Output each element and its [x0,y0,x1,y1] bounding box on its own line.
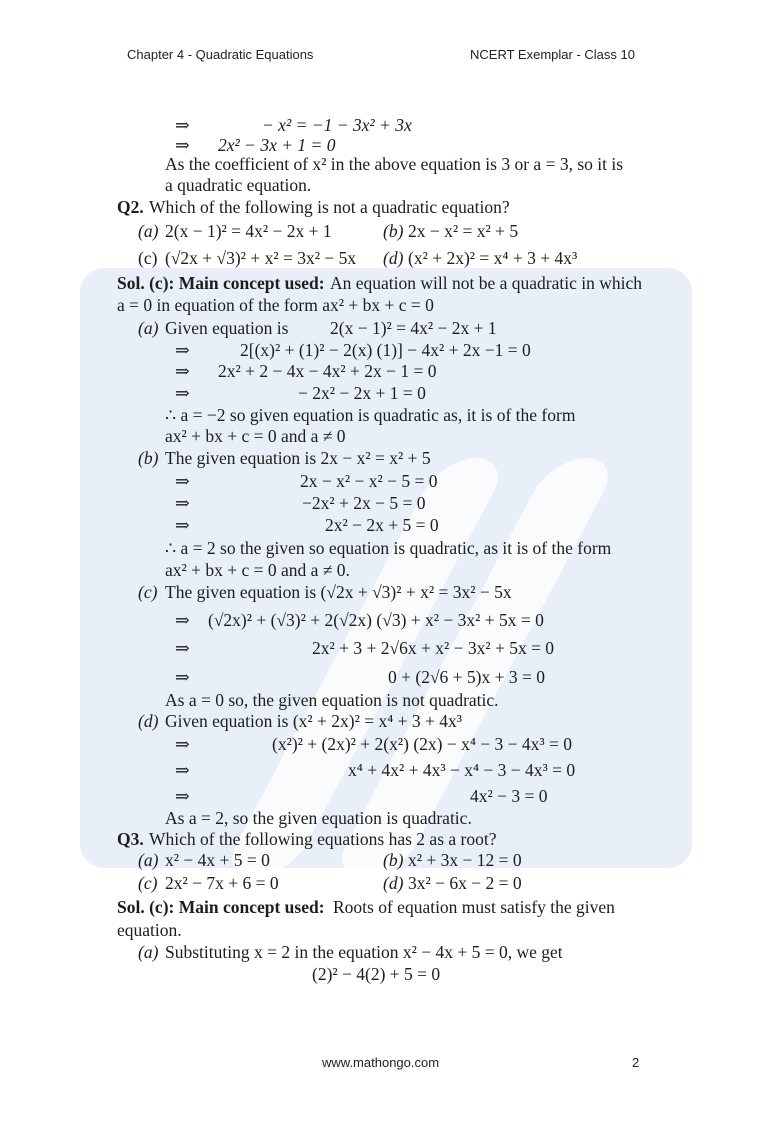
q2-d-steps-0: (x²)² + (2x)² + 2(x²) (2x) − x⁴ − 3 − 4x³ = 0 [272,734,573,754]
q2-a-given_label: Given equation is [165,318,289,338]
q3-options-2-key: (c) [138,873,158,893]
q2-question: Which of the following is not a quadratic equation? [149,197,510,217]
q2-d-given: Given equation is (x² + 2x)² = x⁴ + 3 + 4x³ [165,711,463,731]
q2-a-key: (a) [138,318,159,338]
q2-c-steps-0: (√2x)² + (√3)² + 2(√2x) (√3) + x² − 3x² + 5x = 0 [208,610,544,630]
implies-symbol: ⇒ [175,383,190,403]
implies-symbol: ⇒ [175,734,190,754]
implies-symbol: ⇒ [175,667,190,687]
q3-options-1-key: (b) [383,850,404,870]
q3-a-step: (2)² − 4(2) + 5 = 0 [312,964,441,984]
q3-sol_intro1: Roots of equation must satisfy the given [333,897,615,917]
q2-b-given: The given equation is 2x − x² = x² + 5 [165,448,431,468]
q3-question: Which of the following equations has 2 as a root? [149,829,497,849]
q2-a-steps-1: 2x² + 2 − 4x − 4x² + 2x − 1 = 0 [218,361,437,381]
q3-sol_label: Sol. (c): Main concept used: [117,897,325,917]
q2-c-steps-2: 0 + (2√6 + 5)x + 3 = 0 [388,667,545,687]
q2-a-steps-0: 2[(x)² + (1)² − 2(x) (1)] − 4x² + 2x −1 = 0 [240,340,531,360]
implies-symbol: ⇒ [175,340,190,360]
q2-b-concl1: ∴ a = 2 so the given so equation is quadratic, as it is of the form [165,538,612,558]
q3-options-3-key: (d) [383,873,404,893]
q2-b-concl2: ax² + bx + c = 0 and a ≠ 0. [165,560,350,580]
implies-symbol: ⇒ [175,471,190,491]
q2-sol_intro1: An equation will not be a quadratic in which [330,273,643,293]
q3-a-key: (a) [138,942,159,962]
page-number: 2 [632,1055,640,1070]
q2-label: Q2. [117,197,144,217]
q2-b-steps-2: 2x² − 2x + 5 = 0 [325,515,439,535]
q2-options-0-key: (a) [138,221,159,241]
book-title: NCERT Exemplar - Class 10 [470,47,635,62]
chapter-title: Chapter 4 - Quadratic Equations [127,47,314,62]
q2-c-concl1: As a = 0 so, the given equation is not quadratic. [165,690,499,710]
q2-d-steps-1: x⁴ + 4x² + 4x³ − x⁴ − 3 − 4x³ = 0 [348,760,576,780]
q3-options-2-text: 2x² − 7x + 6 = 0 [165,873,279,893]
footer-url: www.mathongo.com [322,1055,440,1070]
q1_cont-text1: As the coefficient of x² in the above equation is 3 or a = 3, so it is [165,154,624,174]
q2-a-concl2: ax² + bx + c = 0 and a ≠ 0 [165,426,346,446]
q2-c-steps-1: 2x² + 3 + 2√6x + x² − 3x² + 5x = 0 [312,638,555,658]
q2-options-2-key: (c) [138,248,158,268]
q2-a-given: 2(x − 1)² = 4x² − 2x + 1 [330,318,497,338]
q2-b-key: (b) [138,448,159,468]
q2-options-1-text: 2x − x² = x² + 5 [408,221,519,241]
q2-c-key: (c) [138,582,158,602]
q1_cont-text2: a quadratic equation. [165,175,312,195]
q2-options-3-key: (d) [383,248,404,268]
implies-symbol: ⇒ [175,515,190,535]
implies-symbol: ⇒ [175,760,190,780]
q2-a-concl1: ∴ a = −2 so given equation is quadratic as, it is of the form [165,405,576,425]
q2-d-concl1: As a = 2, so the given equation is quadratic. [165,808,472,828]
implies-symbol: ⇒ [175,493,190,513]
q1_cont-eq1: − x² = −1 − 3x² + 3x [262,115,412,135]
q3-label: Q3. [117,829,144,849]
q2-c-given: The given equation is (√2x + √3)² + x² = 3x² − 5x [165,582,512,602]
implies-symbol: ⇒ [175,115,190,135]
q3-a-text: Substituting x = 2 in the equation x² − 4x + 5 = 0, we get [165,942,563,962]
q2-options-2-text: (√2x + √3)² + x² = 3x² − 5x [165,248,357,268]
q2-options-3-text: (x² + 2x)² = x⁴ + 3 + 4x³ [408,248,578,268]
q2-sol_label: Sol. (c): Main concept used: [117,273,325,293]
q3-options-3-text: 3x² − 6x − 2 = 0 [408,873,522,893]
q2-a-steps-2: − 2x² − 2x + 1 = 0 [298,383,426,403]
implies-symbol: ⇒ [175,786,190,806]
q2-b-steps-0: 2x − x² − x² − 5 = 0 [300,471,438,491]
q3-options-1-text: x² + 3x − 12 = 0 [408,850,522,870]
implies-symbol: ⇒ [175,361,190,381]
q2-d-steps-2: 4x² − 3 = 0 [470,786,548,806]
implies-symbol: ⇒ [175,135,190,155]
implies-symbol: ⇒ [175,610,190,630]
q2-sol_intro2: a = 0 in equation of the form ax² + bx + c = 0 [117,295,434,315]
q2-d-key: (d) [138,711,159,731]
q2-b-steps-1: −2x² + 2x − 5 = 0 [302,493,426,513]
implies-symbol: ⇒ [175,638,190,658]
q2-options-0-text: 2(x − 1)² = 4x² − 2x + 1 [165,221,332,241]
q1_cont-eq2: 2x² − 3x + 1 = 0 [218,135,336,155]
q2-options-1-key: (b) [383,221,404,241]
q3-sol_intro2: equation. [117,920,182,940]
q3-options-0-key: (a) [138,850,159,870]
q3-options-0-text: x² − 4x + 5 = 0 [165,850,270,870]
